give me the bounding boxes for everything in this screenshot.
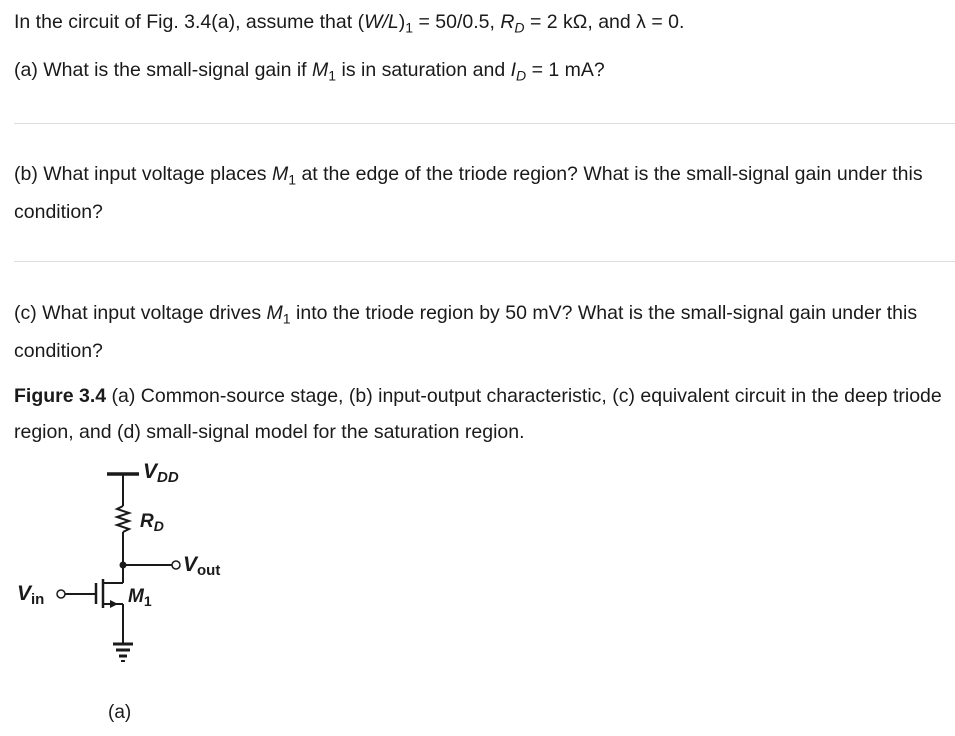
divider bbox=[14, 261, 955, 262]
figure-part-label: (a) bbox=[108, 702, 132, 723]
rd-label: $R_D$ bbox=[140, 511, 164, 534]
problem-intro: In the circuit of Fig. 3.4(a), assume that $(W/L)_1 = 50/0.5$, $R_D = 2$ kΩ, and λ = 0. bbox=[14, 11, 685, 36]
resistor-rd-symbol bbox=[117, 506, 129, 532]
common-source-circuit-diagram bbox=[0, 450, 260, 736]
output-node-dot bbox=[120, 562, 127, 569]
question-a: (a) What is the small-signal gain if $M_1$ is in saturation and $I_D = 1$ mA? bbox=[14, 59, 605, 84]
vout-terminal bbox=[172, 561, 180, 569]
vdd-label: VDD bbox=[143, 460, 179, 486]
divider bbox=[14, 123, 955, 124]
vin-label: Vin bbox=[17, 582, 45, 608]
question-b: (b) What input voltage places $M_1$ at the edge of the triode region? What is the small-signal gain under this condition? bbox=[14, 163, 923, 223]
figure-caption: Figure 3.4 (a) Common-source stage, (b) input-output characteristic, (c) equivalent circuit in the deep triode region, and (d) small-signal model for the saturation region. bbox=[14, 385, 942, 443]
vout-label: Vout bbox=[183, 553, 221, 579]
source-arrow-icon bbox=[110, 600, 118, 608]
m1-label: $M_1$ bbox=[128, 586, 152, 609]
question-c: (c) What input voltage drives $M_1$ into the triode region by 50 mV? What is the small-signal gain under this condition? bbox=[14, 302, 918, 362]
vin-terminal bbox=[57, 590, 65, 598]
